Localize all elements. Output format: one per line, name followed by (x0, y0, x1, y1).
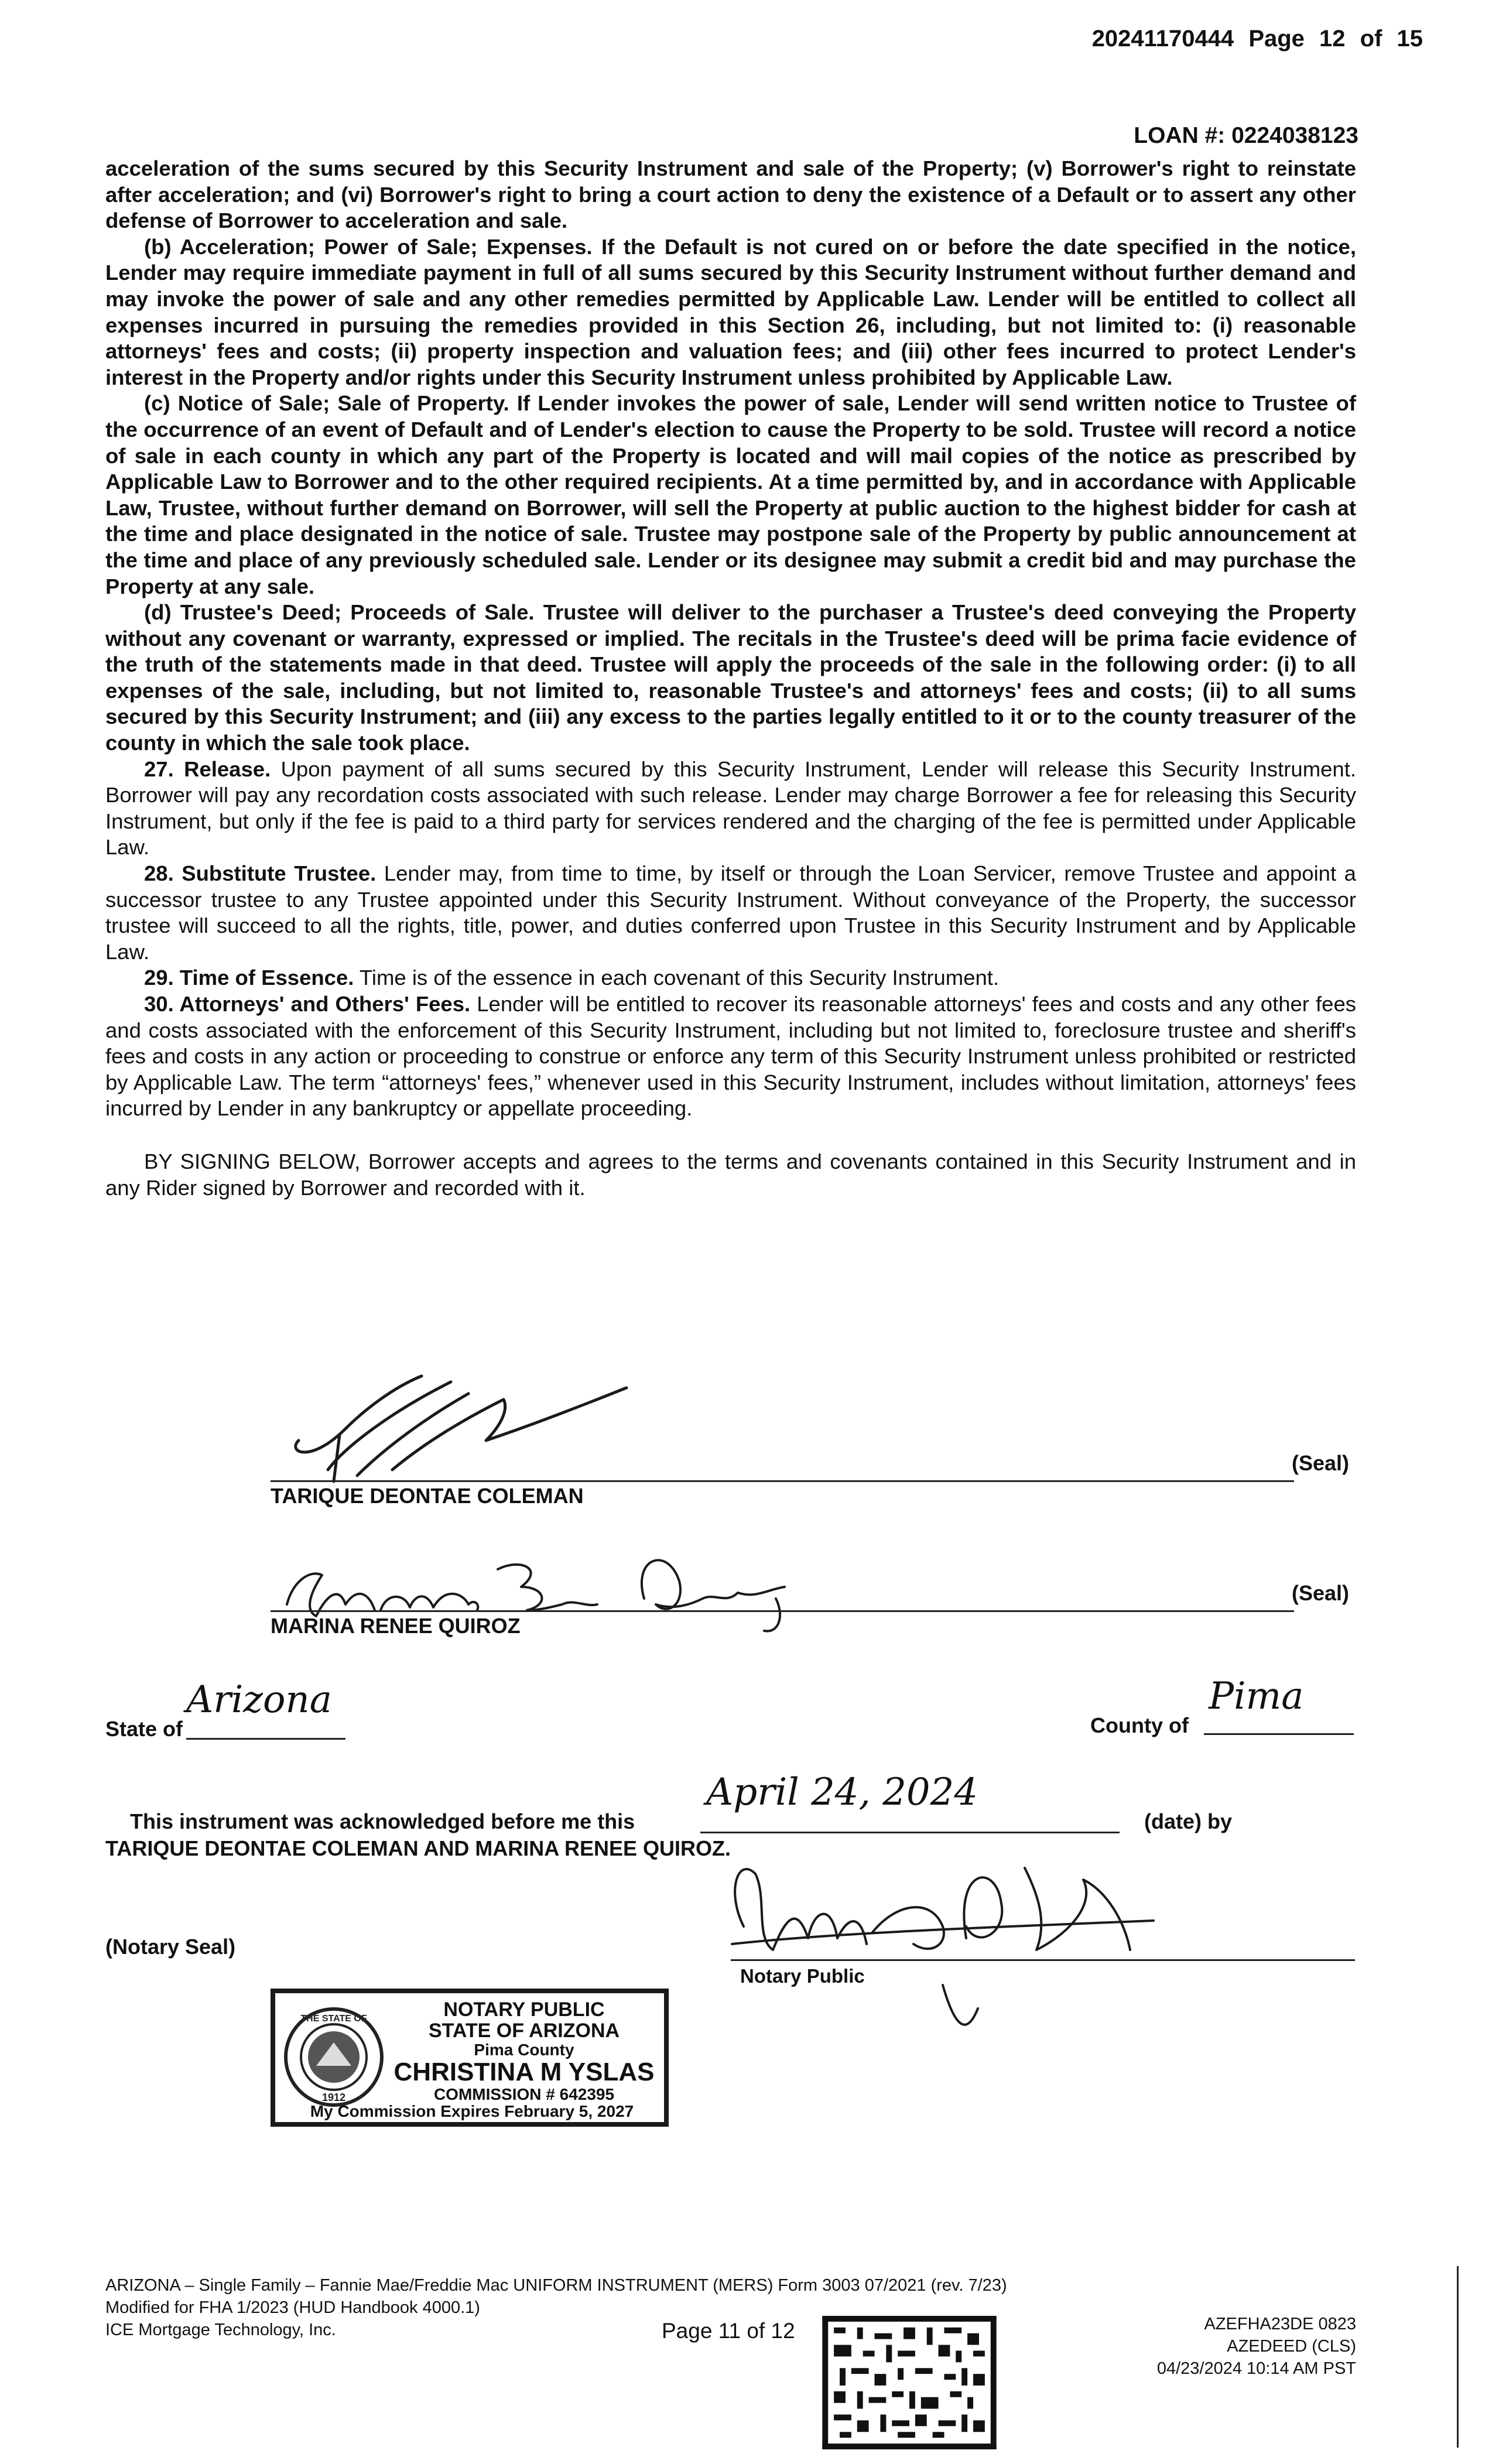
page-counter: Page 12 of 15 (1248, 26, 1423, 52)
section-29 (105, 965, 1356, 991)
section-27-heading: 27. Release. (144, 757, 271, 781)
paragraph-continuation: acceleration of the sums secured by this Security Instrument and sale of the Property; (v) Borrower's right to reinstate after acceleration; and (vi) Borrower's right to bring a court action to deny the existence of a Default or to assert any other defense of Borrower to acceleration and sale. (105, 156, 1356, 233)
section-28-text: Lender may, from time to time, by itself or through the Loan Servicer, remove Trustee and appoint a successor trustee to any Trustee appointed under this Security Instrument. Without conveyance of the Property, the successor trustee will succeed to all the rights, title, power, and duties conferred upon Trustee in this Security Instrument and by Applicable Law. (105, 861, 1356, 964)
footer-form-line: ARIZONA – Single Family – Fannie Mae/Freddie Mac UNIFORM INSTRUMENT (MERS) Form 3003 07/2021 (rev. 7/23) (105, 2276, 1007, 2295)
footer-timestamp: 04/23/2024 10:14 AM PST (1156, 2359, 1356, 2378)
county-label: County of (1090, 1713, 1189, 1737)
section-30-heading: 30. Attorneys' and Others' Fees. (144, 992, 471, 1016)
notary-stamp (271, 1989, 669, 2127)
stamp-text (386, 1999, 662, 2103)
notary-seal-label: (Notary Seal) (105, 1935, 236, 1959)
document-body (105, 156, 1356, 1201)
paragraph-c: (c) Notice of Sale; Sale of Property. If Lender invokes the power of sale, Lender will send written notice to Trustee of the occurrence of an event of Default and of Lender's election to cause the Property to be sold. Trustee will record a notice of sale in each county in which any part of the Property is located and will mail copies of the notice as prescribed by Applicable Law to Borrower and to the other required recipients. At a time permitted by, and in accordance with Applicable Law, Trustee, without further demand on Borrower, will sell the Property at public auction to the highest bidder for cash at the time and place designated in the notice of sale. Trustee may postpone sale of the Property by public announcement at the time and place of any previously scheduled sale. Lender or its designee may submit a credit bid and may purchase the Property at any sale. (105, 391, 1356, 598)
document-number: 20241170444 (1091, 26, 1234, 52)
notary-signature-line (731, 1959, 1355, 1961)
section-29-heading: 29. Time of Essence. (144, 966, 354, 990)
stamp-line-6: My Commission Expires February 5, 2027 (310, 2102, 634, 2120)
county-value: Pima (1209, 1675, 1304, 1718)
state-label: State of (105, 1717, 183, 1741)
borrower2-signature-line (271, 1610, 1294, 1612)
seal-top-text: THE STATE OF (300, 2014, 367, 2024)
state-line (186, 1738, 345, 1740)
borrower2-seal-label: (Seal) (1292, 1581, 1350, 1605)
stamp-line-1: NOTARY PUBLIC (443, 1998, 605, 2021)
borrower2-name: MARINA RENEE QUIROZ (271, 1614, 521, 1638)
acknowledgment-prefix: This instrument was acknowledged before me this (130, 1809, 635, 1833)
county-line (1204, 1733, 1354, 1735)
footer-modified-line: Modified for FHA 1/2023 (HUD Handbook 4000.1) (105, 2298, 480, 2317)
borrower1-signature-image (275, 1364, 662, 1487)
footer-code-1: AZEFHA23DE 0823 (1204, 2315, 1356, 2333)
recording-header (1092, 26, 1423, 52)
section-27 (105, 757, 1356, 861)
stamp-line-2: STATE OF ARIZONA (428, 2020, 620, 2042)
footer-right (1157, 2313, 1356, 2380)
footer-vendor-line: ICE Mortgage Technology, Inc. (105, 2321, 336, 2339)
barcode-icon (822, 2316, 997, 2449)
stamp-line-5: COMMISSION # 642395 (433, 2085, 615, 2103)
section-29-text: Time is of the essence in each covenant of this Security Instrument. (359, 966, 1000, 990)
notary-signature-image (720, 1833, 1165, 2044)
paragraph-d: (d) Trustee's Deed; Proceeds of Sale. Trustee will deliver to the purchaser a Trustee's deed conveying the Property without any covenant or warranty, expressed or implied. The recitals in the Trustee's deed will be prima facie evidence of the truth of the statements made in that deed. Trustee will apply the proceeds of the sale in the following order: (i) to all expenses of the sale, including, but not limited to, reasonable Trustee's and attorneys' fees and costs; (ii) to all sums secured by this Security Instrument; and (iii) any excess to the parties legally entitled to it or to the county treasurer of the county in which the sale took place. (105, 600, 1356, 755)
seal-year-text: 1912 (321, 2092, 346, 2103)
state-value: Arizona (186, 1678, 332, 1722)
section-28-heading: 28. Substitute Trustee. (144, 861, 377, 886)
borrower1-name: TARIQUE DEONTAE COLEMAN (271, 1484, 584, 1508)
loan-number: LOAN #: 0224038123 (1134, 123, 1358, 148)
section-28 (105, 861, 1356, 965)
borrower1-signature-line (271, 1480, 1294, 1482)
signing-statement: BY SIGNING BELOW, Borrower accepts and agrees to the terms and covenants contained in this Security Instrument and in any Rider signed by Borrower and recorded with it. (105, 1149, 1356, 1200)
paragraph-b: (b) Acceleration; Power of Sale; Expenses. If the Default is not cured on or before the date specified in the notice, Lender may require immediate payment in full of all sums secured by this Security Instrument without further demand and may invoke the power of sale and any other remedies permitted by Applicable Law. Lender will be entitled to collect all expenses incurred in pursuing the remedies provided in this Section 26, including, but not limited to: (i) reasonable attorneys' fees and costs; (ii) property inspection and valuation fees; and (iii) other fees incurred to protect Lender's interest in the Property and/or rights under this Security Instrument unless prohibited by Applicable Law. (105, 234, 1356, 389)
acknowledgment-names: TARIQUE DEONTAE COLEMAN AND MARINA RENEE QUIROZ. (105, 1836, 731, 1860)
footer-page-number: Page 11 of 12 (662, 2319, 795, 2343)
acknowledgment-suffix: (date) by (1144, 1809, 1233, 1833)
section-30-text: Lender will be entitled to recover its reasonable attorneys' fees and costs and any other fees and costs associated with the enforcement of this Security Instrument, including but not limited to, foreclosure trustee and sheriff's fees and costs in any action or proceeding to construe or enforce any term of this Security Instrument unless prohibited or restricted by Applicable Law. The term “attorneys' fees,” whenever used in this Security Instrument, includes without limitation, attorneys' fees incurred by Lender in any bankruptcy or appellate proceeding. (105, 992, 1357, 1121)
section-27-text: Upon payment of all sums secured by this Security Instrument, Lender will release this Security Instrument. Borrower will pay any recordation costs associated with such release. Lender may charge Borrower a fee for releasing this Security Instrument, but only if the fee is paid to a third party for services rendered and the charging of the fee is permitted under Applicable Law. (105, 757, 1356, 860)
notary-public-label: Notary Public (740, 1965, 865, 1987)
borrower1-seal-label: (Seal) (1292, 1451, 1350, 1475)
stamp-line-4: CHRISTINA M YSLAS (393, 2058, 655, 2086)
state-seal-image (281, 2001, 386, 2113)
footer-code-2: AZEDEED (CLS) (1227, 2337, 1356, 2356)
stamp-line-3: Pima County (474, 2041, 574, 2059)
footer-margin-line (1457, 2266, 1459, 2448)
acknowledgment-date: April 24, 2024 (706, 1771, 978, 1814)
section-30 (105, 991, 1356, 1122)
